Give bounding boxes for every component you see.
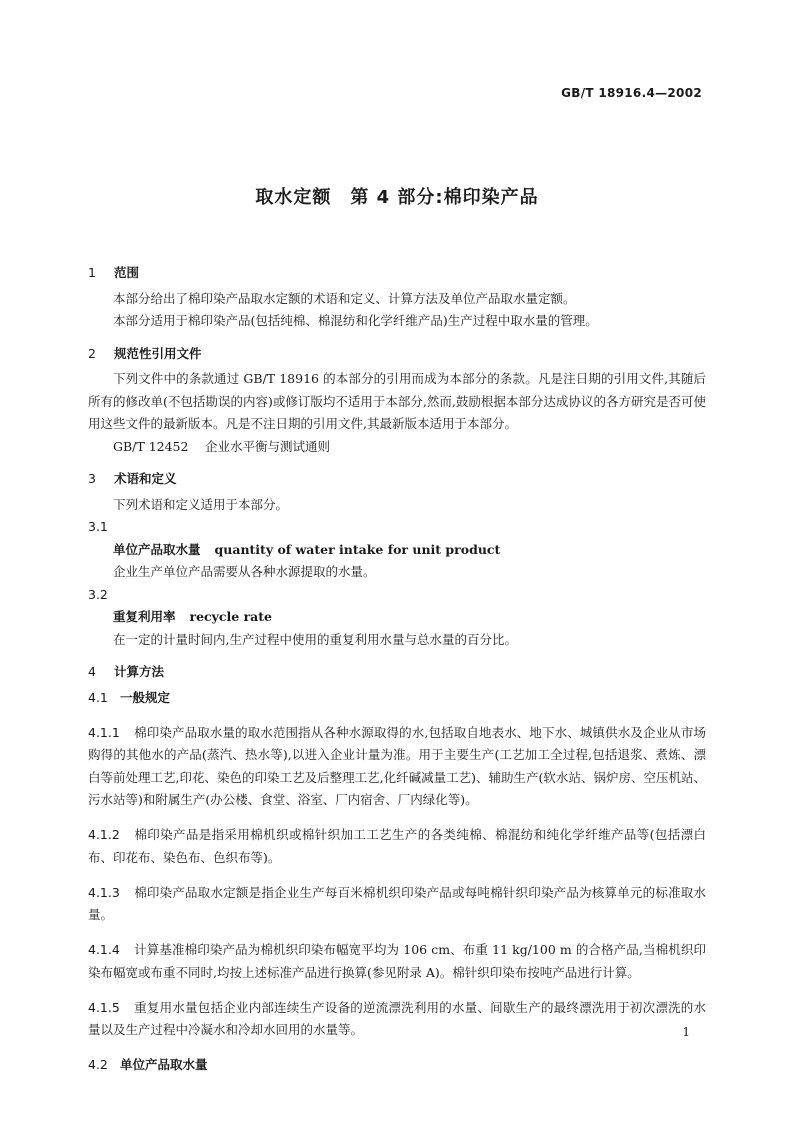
section-heading-1 bbox=[88, 262, 706, 285]
term-entry bbox=[88, 606, 706, 629]
section-title: 规范性引用文件 bbox=[114, 345, 202, 361]
subsection-heading-4-1 bbox=[88, 687, 706, 710]
subsection-title: 单位产品取水量 bbox=[120, 1057, 208, 1072]
clause-text: 棉印染产品是指采用棉机织或棉针织加工工艺生产的各类纯棉、棉混纺和纯化学纤维产品等(包括漂白布、印花布、染色布、色织布等)。 bbox=[88, 827, 706, 865]
clause-number: 4.1.5 bbox=[88, 999, 120, 1015]
section-number: 4 bbox=[88, 664, 96, 679]
section-title: 术语和定义 bbox=[114, 471, 177, 486]
term-english: quantity of water intake for unit product bbox=[214, 541, 501, 557]
subsection-title: 一般规定 bbox=[120, 689, 171, 705]
term-chinese: 单位产品取水量 bbox=[113, 541, 201, 557]
section-title: 计算方法 bbox=[114, 664, 165, 679]
term-definition: 在一定的计量时间内,生产过程中使用的重复利用水量与总水量的百分比。 bbox=[113, 631, 517, 647]
term-definition: 企业生产单位产品需要从各种水源提取的水量。 bbox=[113, 564, 376, 579]
term-number: 3.2 bbox=[88, 586, 108, 602]
subsection-number: 4.1 bbox=[88, 689, 108, 705]
clause-text: 重复用水量包括企业内部连续生产设备的逆流漂洗利用的水量、间歇生产的最终漂洗用于初次漂洗的水量以及生产过程中冷凝水和冷却水回用的水量等。 bbox=[88, 999, 706, 1037]
term-number: 3.1 bbox=[88, 519, 108, 534]
subsection-heading-4-2 bbox=[88, 1054, 706, 1077]
document-title: 取水定额 第 4 部分:棉印染产品 bbox=[255, 187, 539, 208]
reference-code: GB/T 12452 bbox=[113, 438, 189, 454]
document-body bbox=[88, 258, 706, 1077]
clause-text: 棉印染产品取水量的取水范围指从各种水源取得的水,包括取自地表水、地下水、城镇供水及企业从市场购得的其他水的产品(蒸汽、热水等),以进入企业计量为准。用于主要生产(工艺加工全过程,包括退浆、煮炼、漂白等前处理工艺,印花、染色的印染工艺及后整理工艺,化纤碱减量工艺)、辅助生产(软水站、锅炉房、空压机站、污水站等)和附属生产(办公楼、食堂、浴室、厂内宿舍、厂内绿化等)。 bbox=[88, 724, 706, 807]
term-chinese: 重复利用率 bbox=[113, 609, 176, 624]
clause-4-1-2 bbox=[88, 824, 706, 869]
paragraph: 下列文件中的条款通过 GB/T 18916 的本部分的引用而成为本部分的条款。凡是注日期的引用文件,其随后所有的修改单(不包括勘误的内容)或修订版均不适用于本部分,然而,鼓励根据本部分达成协议的各方研究是否可使用这些文件的最新版本。凡是不注日期的引用文件,其最新版本适用于本部分。 bbox=[88, 371, 706, 431]
section-heading-3 bbox=[88, 468, 706, 491]
normative-reference bbox=[88, 436, 706, 459]
section-number: 2 bbox=[88, 345, 96, 361]
section-heading-4 bbox=[88, 661, 706, 684]
term-english: recycle rate bbox=[189, 609, 273, 624]
reference-title: 企业水平衡与测试通则 bbox=[205, 438, 331, 454]
clause-4-1-3 bbox=[88, 882, 706, 927]
clause-4-1-5 bbox=[88, 997, 706, 1042]
clause-number: 4.1.1 bbox=[88, 724, 120, 740]
paragraph: 本部分给出了棉印染产品取水定额的术语和定义、计算方法及单位产品取水量定额。 bbox=[113, 290, 576, 306]
subsection-number: 4.2 bbox=[88, 1057, 108, 1072]
clause-number: 4.1.3 bbox=[88, 884, 120, 900]
clause-4-1-1 bbox=[88, 722, 706, 812]
term-entry bbox=[88, 539, 706, 562]
section-number: 3 bbox=[88, 471, 96, 486]
clause-text: 计算基准棉印染产品为棉机织印染布幅宽平均为 106 cm、布重 11 kg/100 m 的合格产品,当棉机织印染布幅宽或布重不同时,均按上述标准产品进行换算(参见附录 A)。棉针织印染布按吨产品进行计算。 bbox=[88, 942, 706, 980]
paragraph: 下列术语和定义适用于本部分。 bbox=[113, 496, 289, 512]
standard-code: GB/T 18916.4—2002 bbox=[561, 86, 702, 100]
page-number: 1 bbox=[682, 1025, 690, 1039]
clause-number: 4.1.2 bbox=[88, 827, 120, 842]
section-title: 范围 bbox=[114, 265, 140, 280]
paragraph: 本部分适用于棉印染产品(包括纯棉、棉混纺和化学纤维产品)生产过程中取水量的管理。 bbox=[113, 313, 598, 328]
section-heading-2 bbox=[88, 343, 706, 366]
section-number: 1 bbox=[88, 265, 96, 280]
clause-text: 棉印染产品取水定额是指企业生产每百米棉机织印染产品或每吨棉针织印染产品为核算单元的标准取水量。 bbox=[88, 884, 706, 922]
clause-number: 4.1.4 bbox=[88, 942, 120, 957]
clause-4-1-4 bbox=[88, 939, 706, 984]
